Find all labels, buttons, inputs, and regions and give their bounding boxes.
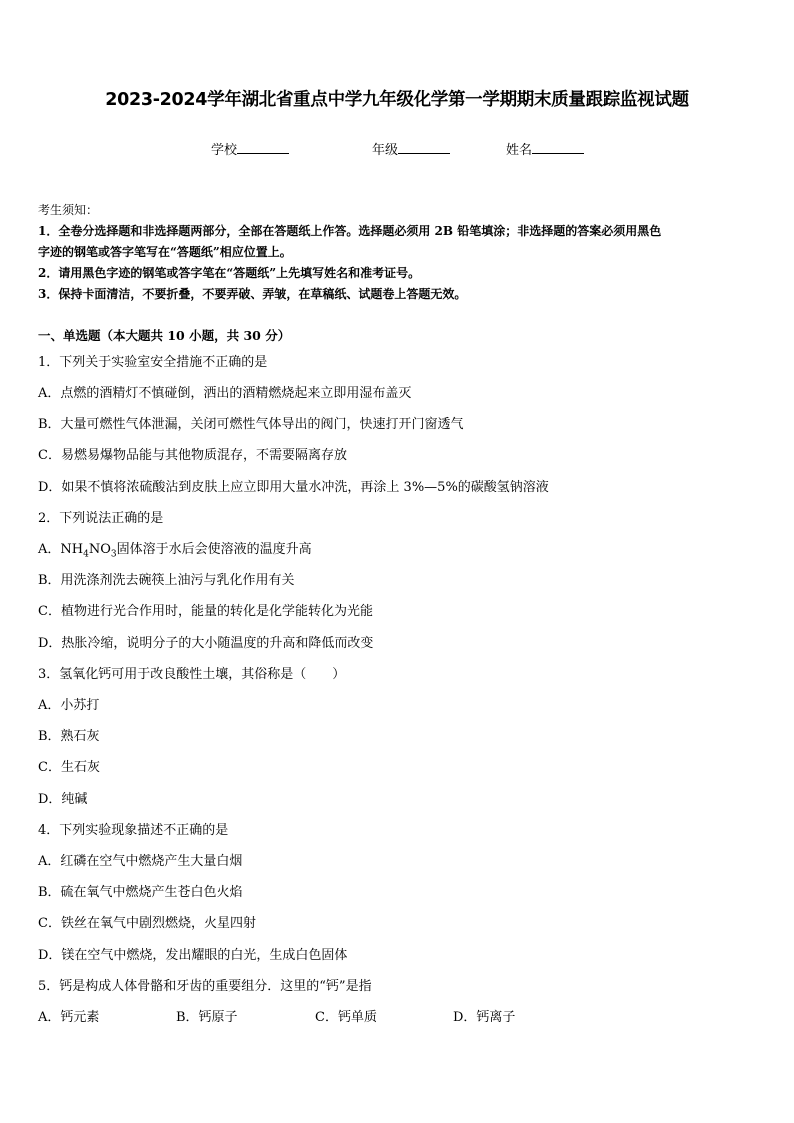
name-field [506, 140, 584, 160]
name-label: 姓名 [506, 143, 533, 158]
question-4-option-a: A．红磷在空气中燃烧产生大量白烟 [38, 854, 243, 869]
question-5-option-a: A．钙元素 [38, 1010, 100, 1025]
option-text: 固体溶于水后会使溶液的温度升高 [116, 542, 312, 557]
formula-prefix: A．NH [38, 542, 84, 557]
question-5-option-b: B．钙原子 [176, 1010, 238, 1025]
grade-blank [398, 140, 450, 154]
notice-item-1-line-2: 字迹的钢笔或答字笔写在“答题纸”相应位置上。 [38, 245, 292, 259]
question-2-stem: 2．下列说法正确的是 [38, 511, 164, 526]
notice-heading: 考生须知： [38, 203, 99, 217]
question-3-stem: 3．氢氧化钙可用于改良酸性土壤，其俗称是（ ） [38, 667, 346, 682]
question-3-option-a: A．小苏打 [38, 698, 100, 713]
question-3-option-c: C．生石灰 [38, 760, 100, 775]
name-blank [532, 140, 584, 154]
notice-item-2: 2．请用黑色字迹的钢笔或答字笔在“答题纸”上先填写姓名和准考证号。 [38, 266, 421, 280]
question-1-option-d: D．如果不慎将浓硫酸沾到皮肤上应立即用大量水冲洗，再涂上 3%—5%的碳酸氢钠溶液 [38, 480, 549, 495]
grade-label: 年级 [372, 143, 399, 158]
formula-subscript-2: 3 [110, 549, 117, 560]
question-4-option-c: C．铁丝在氧气中剧烈燃烧，火星四射 [38, 916, 256, 931]
question-5-option-c: C．钙单质 [315, 1010, 377, 1025]
question-2-option-a [38, 540, 312, 560]
question-1-option-b: B．大量可燃性气体泄漏，关闭可燃性气体导出的阀门，快速打开门窗透气 [38, 417, 464, 432]
grade-field [372, 140, 450, 160]
question-4-option-d: D．镁在空气中燃烧，发出耀眼的白光，生成白色固体 [38, 948, 348, 963]
question-2-option-c: C．植物进行光合作用时，能量的转化是化学能转化为光能 [38, 604, 373, 619]
question-1-option-a: A．点燃的酒精灯不慎碰倒，洒出的酒精燃烧起来立即用湿布盖灭 [38, 386, 412, 401]
page-title: 2023-2024学年湖北省重点中学九年级化学第一学期期末质量跟踪监视试题 [105, 90, 689, 110]
notice-item-3: 3．保持卡面清洁，不要折叠，不要弄破、弄皱，在草稿纸、试题卷上答题无效。 [38, 287, 467, 301]
question-5-option-d: D．钙离子 [453, 1010, 516, 1025]
question-2-option-b: B．用洗涤剂洗去碗筷上油污与乳化作用有关 [38, 573, 295, 588]
school-label: 学校 [211, 143, 238, 158]
school-blank [237, 140, 289, 154]
formula-subscript-1: 4 [83, 549, 89, 560]
question-3-option-b: B．熟石灰 [38, 729, 100, 744]
question-5-stem: 5．钙是构成人体骨骼和牙齿的重要组分．这里的“钙”是指 [38, 979, 372, 994]
question-4-stem: 4．下列实验现象描述不正确的是 [38, 823, 229, 838]
formula-mid: NO [88, 542, 111, 557]
question-1-stem: 1．下列关于实验室安全措施不正确的是 [38, 355, 268, 370]
question-1-option-c: C．易燃易爆物品能与其他物质混存，不需要隔离存放 [38, 448, 347, 463]
question-3-option-d: D．纯碱 [38, 792, 88, 807]
question-2-option-d: D．热胀冷缩，说明分子的大小随温度的升高和降低而改变 [38, 636, 374, 651]
question-4-option-b: B．硫在氧气中燃烧产生苍白色火焰 [38, 885, 243, 900]
section-title: 一、单选题（本大题共 10 小题，共 30 分） [38, 328, 291, 343]
notice-item-1-line-1: 1．全卷分选择题和非选择题两部分，全部在答题纸上作答。选择题必须用 2B 铅笔填涂；非选择题的答案必须用黑色 [38, 224, 662, 238]
school-field [211, 140, 289, 160]
